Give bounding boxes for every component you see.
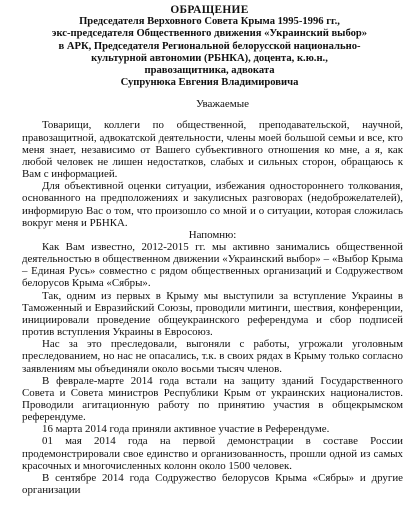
document-header [16, 4, 403, 89]
header-line: в АРК, Председателя Региональной белорусской национально- [58, 40, 361, 52]
paragraph: 16 марта 2014 года приняли активное участие в Референдуме. [42, 423, 330, 436]
paragraph: В феврале-марте 2014 года встали на защиту зданий Государственного Совета и Совета министров Республики Крым от украинских националистов. Проводили агитационную работу по принятию участия в общекрымском референдуме. [22, 374, 403, 424]
header-line: культурной автономии (РБНКА), доцента, к.ю.н., [91, 52, 328, 64]
salutation: Уважаемые [195, 98, 250, 111]
paragraph: В сентябре 2014 года Содружество белорусов Крыма «Сябры» и другие организации [22, 471, 403, 497]
section-heading: Напомню: [188, 228, 237, 241]
paragraph: Товарищи, коллеги по общественной, преподавательской, научной, правозащитной, адвокатской деятельности, члены моей большой семьи и все, кто меня знает, независимо от Вашего субъективного отношения ко мне, а я, как любой человек не лишен недостатков, слабых и сильных сторон, обращаюсь к Вам с информацией. [22, 119, 403, 181]
header-line: правозащитника, адвоката [144, 65, 275, 77]
document-title: ОБРАЩЕНИЕ [170, 4, 249, 16]
document-body [22, 119, 403, 496]
header-line: Председателя Верховного Совета Крыма 1995-1996 гг., [79, 16, 340, 28]
header-author-name: Супрунюка Евгения Владимировича [120, 77, 299, 89]
paragraph: Как Вам известно, 2012-2015 гг. мы активно занимались общественной деятельностью в общественном движении «Украинский выбор» – «Выбор Крыма – Единая Русь» совместно с рядом общественных организаций и Содружеством белорусов Крыма «Сябры». [22, 240, 403, 290]
paragraph: 01 мая 2014 года на первой демонстрации в составе России продемонстрировали свое единство и организованность, прошли одной из самых красочных и многочисленных колонн около 1500 человек. [22, 435, 403, 472]
header-line: экс-председателя Общественного движения «Украинский выбор» [51, 28, 368, 40]
paragraph: Так, одним из первых в Крыму мы выступили за вступление Украины в Таможенный и Евразийский Союзы, проводили митинги, шествия, конференции, инициировали проведение общеукраинского референдума и сбор подписей против вступления Украины в Евросоюз. [22, 289, 403, 339]
paragraph: Нас за это преследовали, выгоняли с работы, угрожали уголовным преследованием, но нас не опасались, т.к. в своих рядах в Крыму только согласно заявлениям мы объединяли около восьми тысяч членов. [22, 338, 403, 375]
paragraph: Для объективной оценки ситуации, избежания одностороннего толкования, основанного на предположениях и закулисных разговорах (недоброжелателей), информирую Вас о том, что произошло со мной и о ситуации, которая сложилась вокруг меня и РБНКА. [22, 180, 403, 229]
